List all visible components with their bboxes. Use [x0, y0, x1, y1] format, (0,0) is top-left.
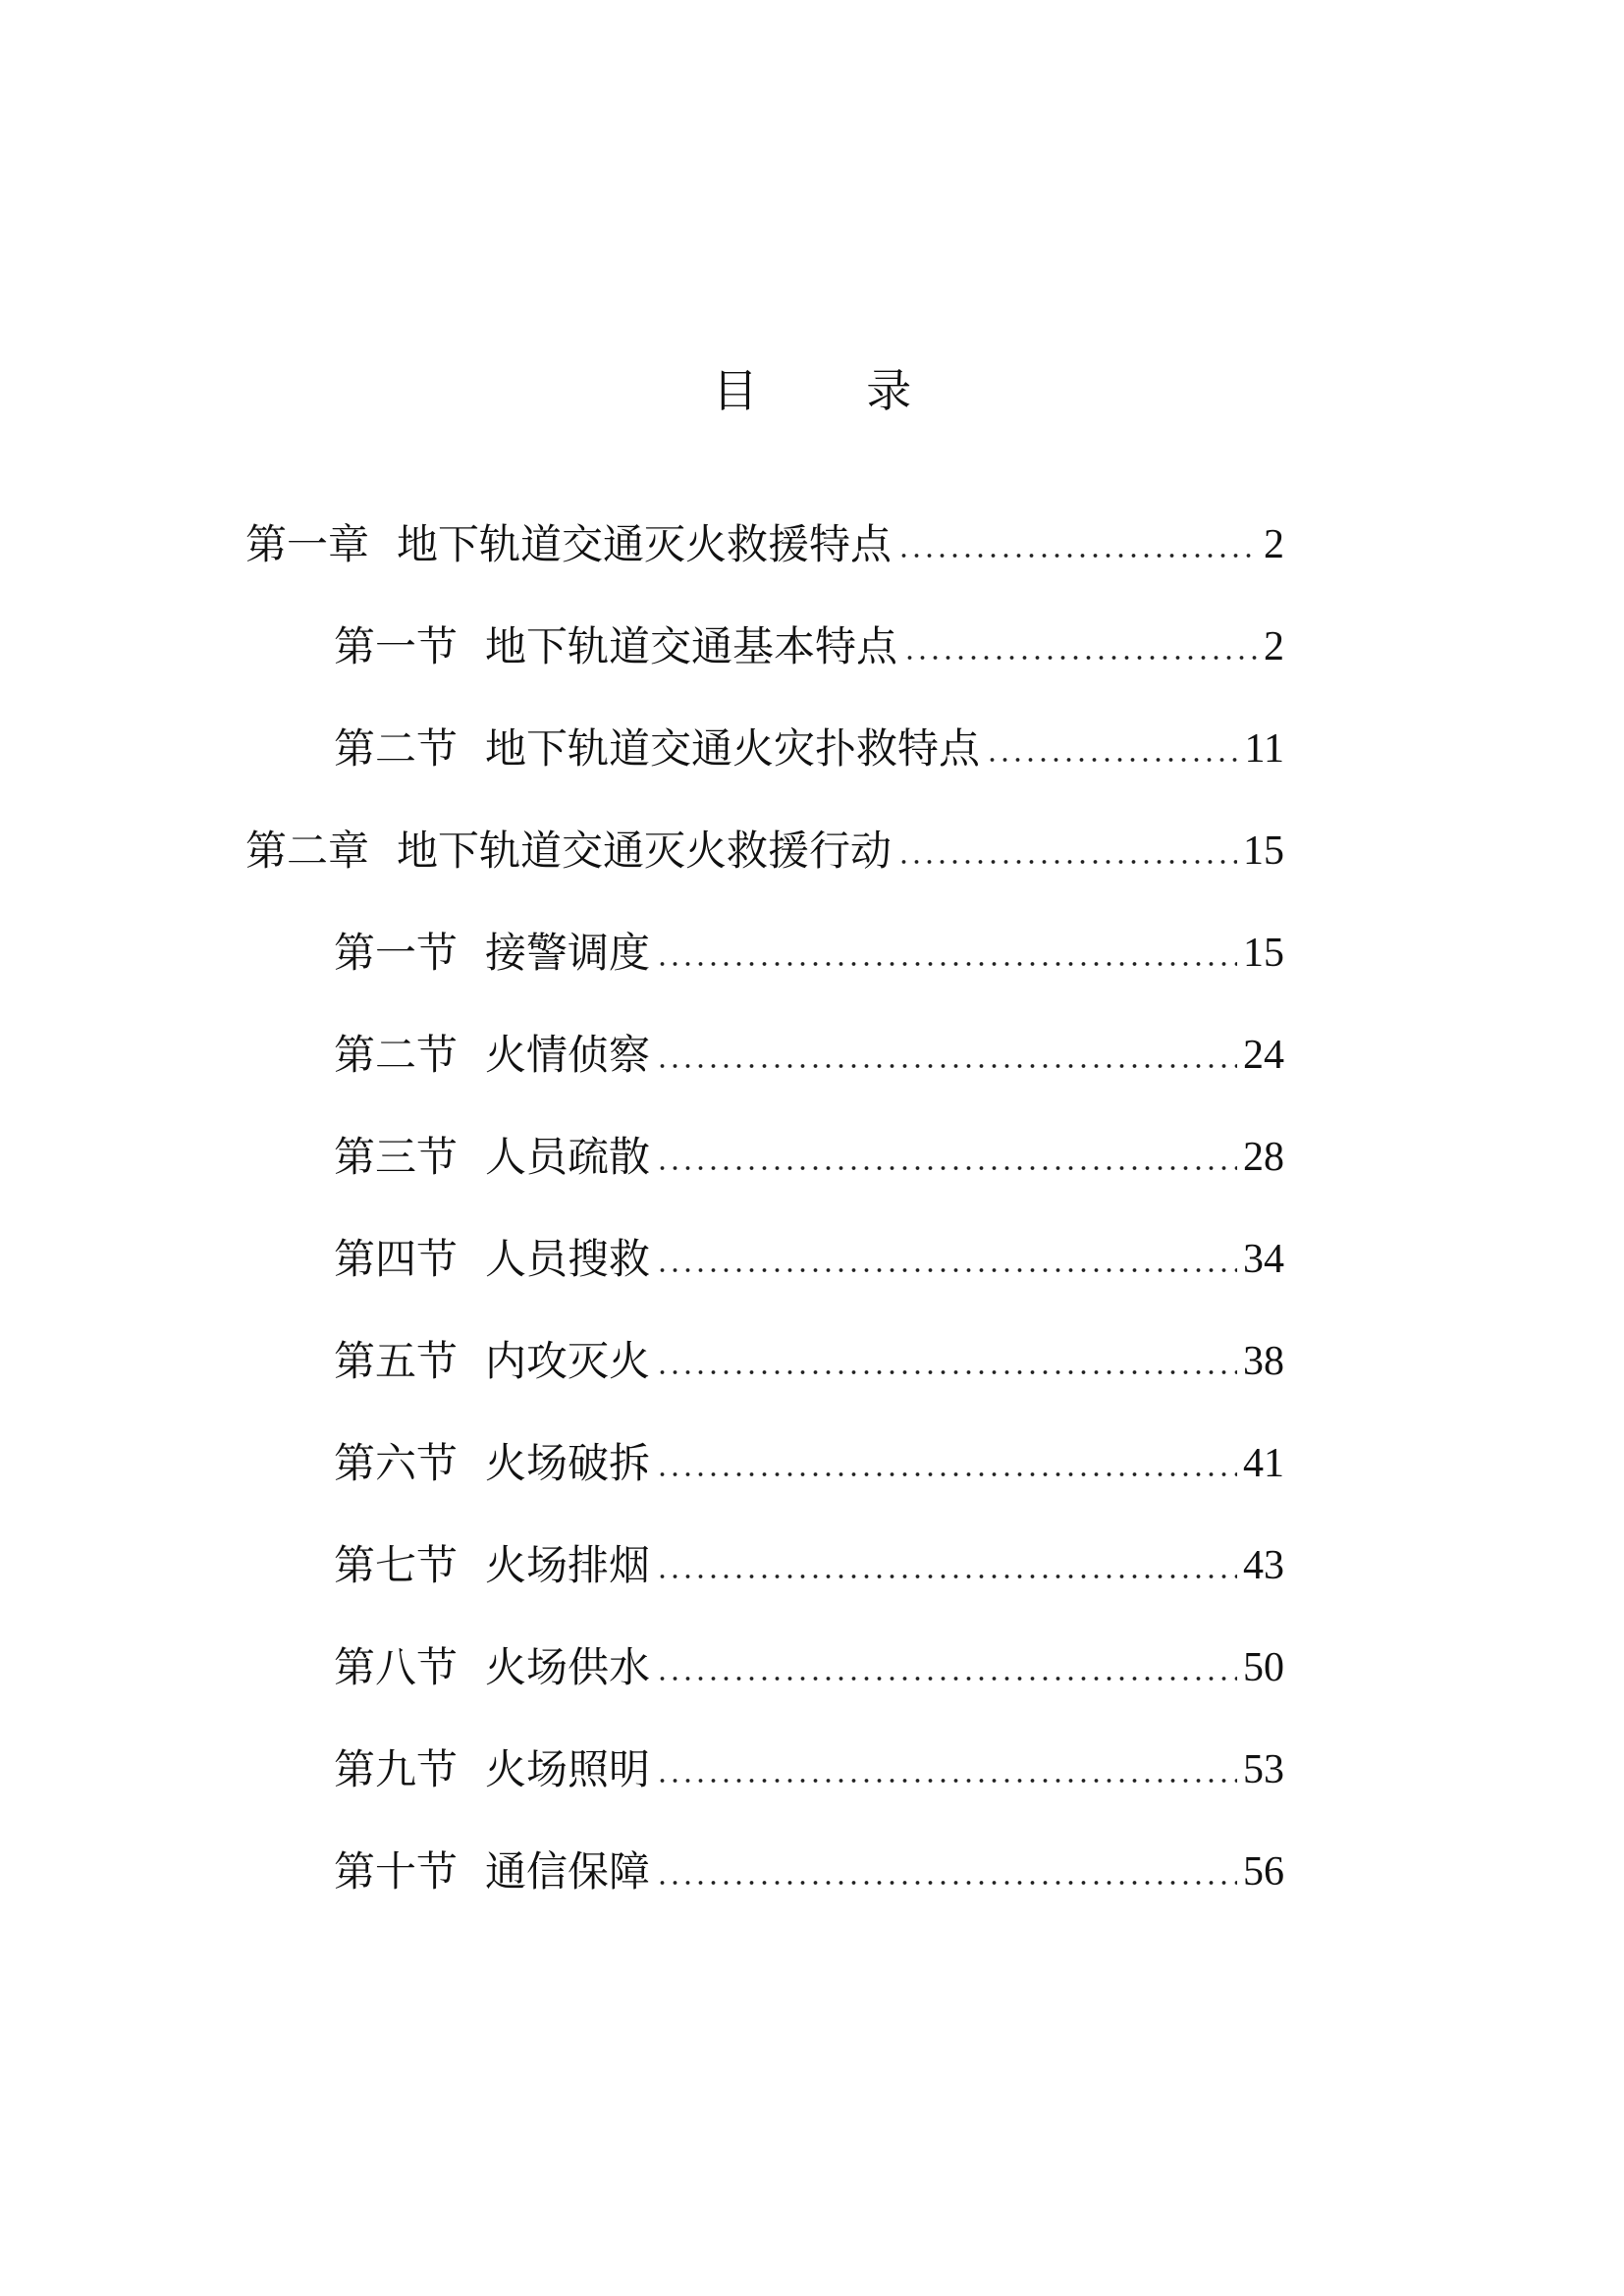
toc-entry-title: 人员疏散	[485, 1133, 651, 1181]
dot-leader	[656, 1267, 1237, 1273]
dot-leader	[656, 1574, 1237, 1579]
toc-page-number: 38	[1243, 1339, 1284, 1384]
toc-entry[interactable]	[245, 822, 1284, 881]
toc-entry-label: 第四节	[334, 1235, 459, 1283]
toc-entry-label: 第九节	[334, 1745, 459, 1793]
dot-leader	[656, 1676, 1237, 1682]
toc-entry[interactable]	[334, 1128, 1284, 1187]
toc-page-number: 43	[1243, 1543, 1284, 1588]
toc-entry-label: 第十节	[334, 1847, 459, 1896]
toc-entry-title: 火场供水	[485, 1643, 651, 1691]
toc-page-number: 53	[1243, 1747, 1284, 1792]
dot-leader	[903, 655, 1258, 661]
dot-leader	[897, 859, 1237, 865]
toc-entry-title: 地下轨道交通灭火救援特点	[397, 520, 893, 568]
toc-entry[interactable]	[245, 515, 1284, 574]
toc-entry-title: 地下轨道交通基本特点	[485, 622, 898, 670]
toc-entry-label: 第一章	[245, 520, 370, 568]
toc-entry-title: 火场破拆	[485, 1439, 651, 1487]
dot-leader	[656, 1369, 1237, 1375]
toc-page-number: 24	[1243, 1033, 1284, 1078]
toc-page-number: 2	[1264, 522, 1284, 567]
toc-entry-label: 第二章	[245, 827, 370, 875]
toc-entry-title: 接警调度	[485, 929, 651, 977]
toc-entry[interactable]	[334, 1536, 1284, 1595]
toc-entry-title: 地下轨道交通灭火救援行动	[397, 827, 893, 875]
toc-page-number: 15	[1243, 931, 1284, 976]
toc-entry[interactable]	[334, 1230, 1284, 1289]
toc-entry-title: 火场照明	[485, 1745, 651, 1793]
toc-entry[interactable]	[334, 1740, 1284, 1799]
toc-page-number: 28	[1243, 1135, 1284, 1180]
toc-page-number: 41	[1243, 1441, 1284, 1486]
toc-entry-title: 地下轨道交通火灾扑救特点	[485, 724, 981, 773]
toc-page-number: 15	[1243, 828, 1284, 874]
dot-leader	[656, 1471, 1237, 1477]
toc-page-number: 11	[1244, 726, 1284, 772]
dot-leader	[656, 1165, 1237, 1171]
dot-leader	[656, 961, 1237, 967]
toc-entry-label: 第六节	[334, 1439, 459, 1487]
dot-leader	[656, 1778, 1237, 1784]
toc-entry-title: 人员搜救	[485, 1235, 651, 1283]
toc-page-number: 34	[1243, 1237, 1284, 1282]
toc-entry[interactable]	[334, 720, 1284, 778]
toc-entry-label: 第五节	[334, 1337, 459, 1385]
toc-page-number: 2	[1264, 624, 1284, 669]
toc-entry-label: 第一节	[334, 929, 459, 977]
toc-entry-label: 第二节	[334, 724, 459, 773]
toc-entry[interactable]	[334, 1332, 1284, 1391]
toc-entry[interactable]	[334, 1026, 1284, 1085]
toc-page-number: 50	[1243, 1645, 1284, 1690]
toc-entry[interactable]	[334, 617, 1284, 676]
toc-page-number: 56	[1243, 1849, 1284, 1895]
toc-entry[interactable]	[334, 1434, 1284, 1493]
dot-leader	[897, 553, 1258, 559]
toc-entry[interactable]	[334, 924, 1284, 983]
toc-entry-title: 通信保障	[485, 1847, 651, 1896]
toc-entry-title: 火情侦察	[485, 1031, 651, 1079]
dot-leader	[986, 757, 1239, 763]
toc-entry[interactable]	[334, 1638, 1284, 1697]
toc-entry[interactable]	[334, 1842, 1284, 1901]
toc-entry-label: 第七节	[334, 1541, 459, 1589]
toc-entry-label: 第二节	[334, 1031, 459, 1079]
toc-entry-title: 火场排烟	[485, 1541, 651, 1589]
toc-entry-label: 第八节	[334, 1643, 459, 1691]
toc-title: 目 录	[712, 364, 959, 417]
toc-entry-title: 内攻灭火	[485, 1337, 651, 1385]
dot-leader	[656, 1063, 1237, 1069]
toc-entry-label: 第三节	[334, 1133, 459, 1181]
toc-entry-label: 第一节	[334, 622, 459, 670]
dot-leader	[656, 1880, 1237, 1886]
